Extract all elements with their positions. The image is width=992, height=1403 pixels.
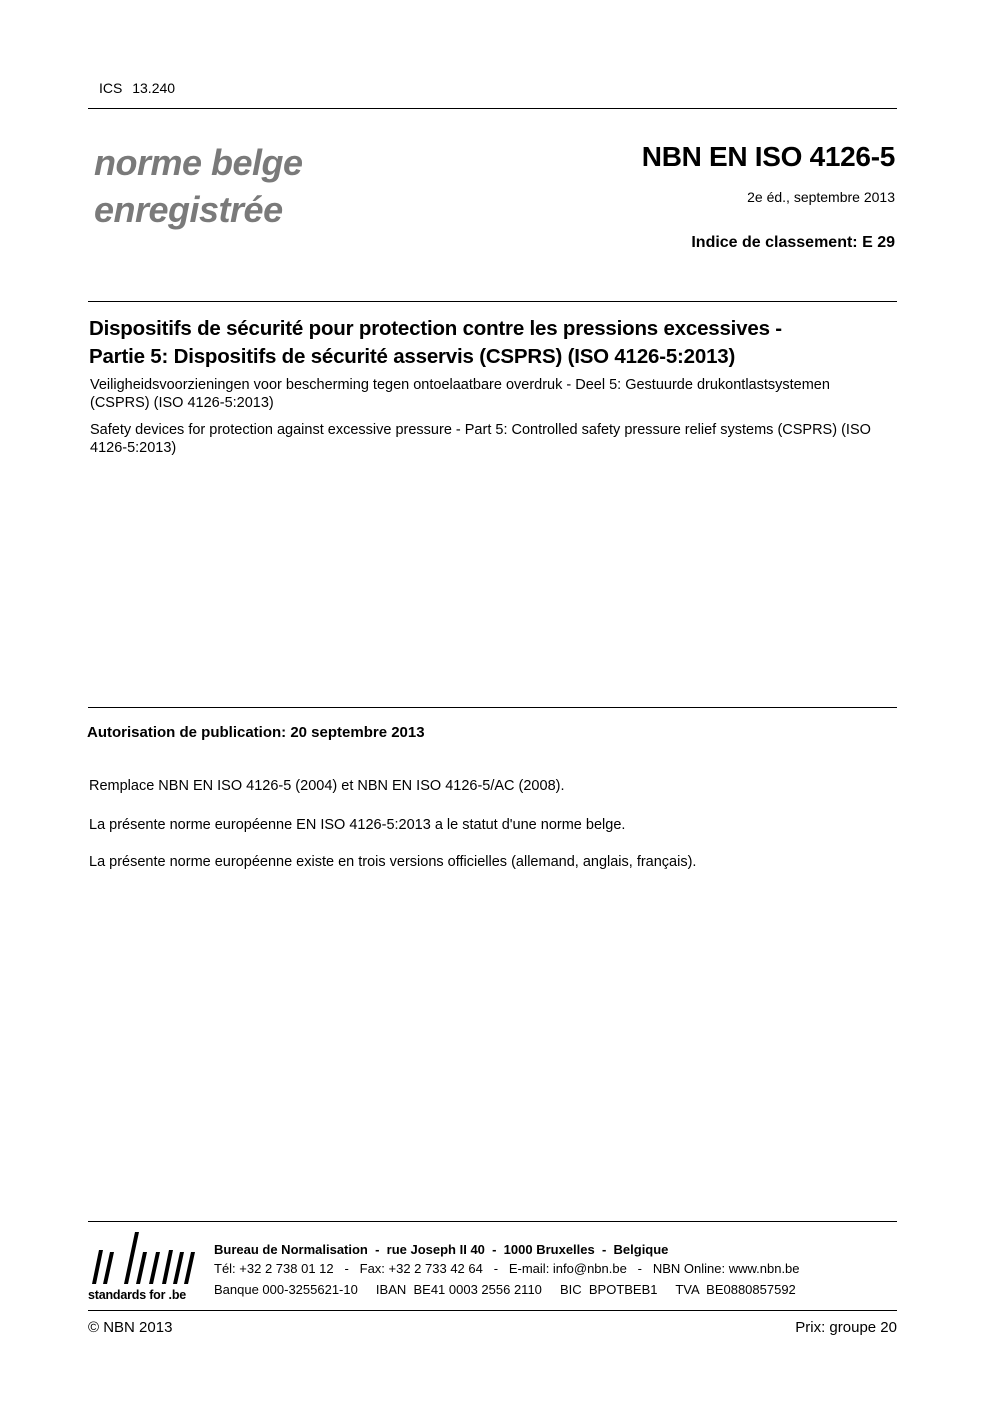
note-replaces: Remplace NBN EN ISO 4126-5 (2004) et NBN EN ISO 4126-5/AC (2008). bbox=[89, 778, 565, 794]
dutch-title: Veiligheidsvoorzieningen voor bescherming tegen ontoelaatbare overdruk - Deel 5: Gestuurde drukontlastsystemen (CSPRS) (ISO 4126-5:2013) bbox=[90, 377, 830, 411]
price-group: Prix: groupe 20 bbox=[795, 1319, 897, 1336]
bottom-divider bbox=[88, 1310, 897, 1311]
french-title bbox=[89, 315, 904, 371]
standard-number: NBN EN ISO 4126-5 bbox=[641, 141, 895, 172]
footer-divider bbox=[88, 1221, 897, 1222]
edition-date: 2e éd., septembre 2013 bbox=[747, 189, 895, 205]
header-divider bbox=[88, 108, 897, 109]
french-title-line-1: Dispositifs de sécurité pour protection contre les pressions excessives - bbox=[89, 317, 782, 340]
classification-index: Indice de classement: E 29 bbox=[691, 234, 895, 251]
copyright: © NBN 2013 bbox=[88, 1319, 173, 1336]
publication-divider bbox=[88, 707, 897, 708]
french-title-line-2: Partie 5: Dispositifs de sécurité asservis (CSPRS) (ISO 4126-5:2013) bbox=[89, 345, 736, 368]
footer-contact: Tél: +32 2 738 01 12 - Fax: +32 2 733 42 64 - E-mail: info@nbn.be - NBN Online: www.nbn.be bbox=[214, 1261, 800, 1276]
publication-authorisation: Autorisation de publication: 20 septembre 2013 bbox=[87, 724, 425, 741]
norme-belge-label: norme belge bbox=[94, 142, 303, 183]
nbn-logo-mark bbox=[88, 1228, 200, 1286]
enregistree-label: enregistrée bbox=[94, 189, 283, 230]
footer-address: Bureau de Normalisation - rue Joseph II 40 - 1000 Bruxelles - Belgique bbox=[214, 1242, 669, 1257]
title-divider bbox=[88, 301, 897, 302]
footer-bank: Banque 000-3255621-10 IBAN BE41 0003 2556 2110 BIC BPOTBEB1 TVA BE0880857592 bbox=[214, 1282, 796, 1297]
nbn-logo bbox=[88, 1228, 200, 1306]
note-status: La présente norme européenne EN ISO 4126-5:2013 a le statut d'une norme belge. bbox=[89, 817, 626, 833]
note-versions: La présente norme européenne existe en trois versions officielles (allemand, anglais, français). bbox=[89, 854, 697, 870]
english-title: Safety devices for protection against excessive pressure - Part 5: Controlled safety pressure relief systems (CSPRS) (ISO 4126-5:2013) bbox=[90, 422, 871, 456]
logo-tagline: standards for .be bbox=[88, 1288, 187, 1302]
ics-code: ICS 13.240 bbox=[99, 80, 176, 96]
